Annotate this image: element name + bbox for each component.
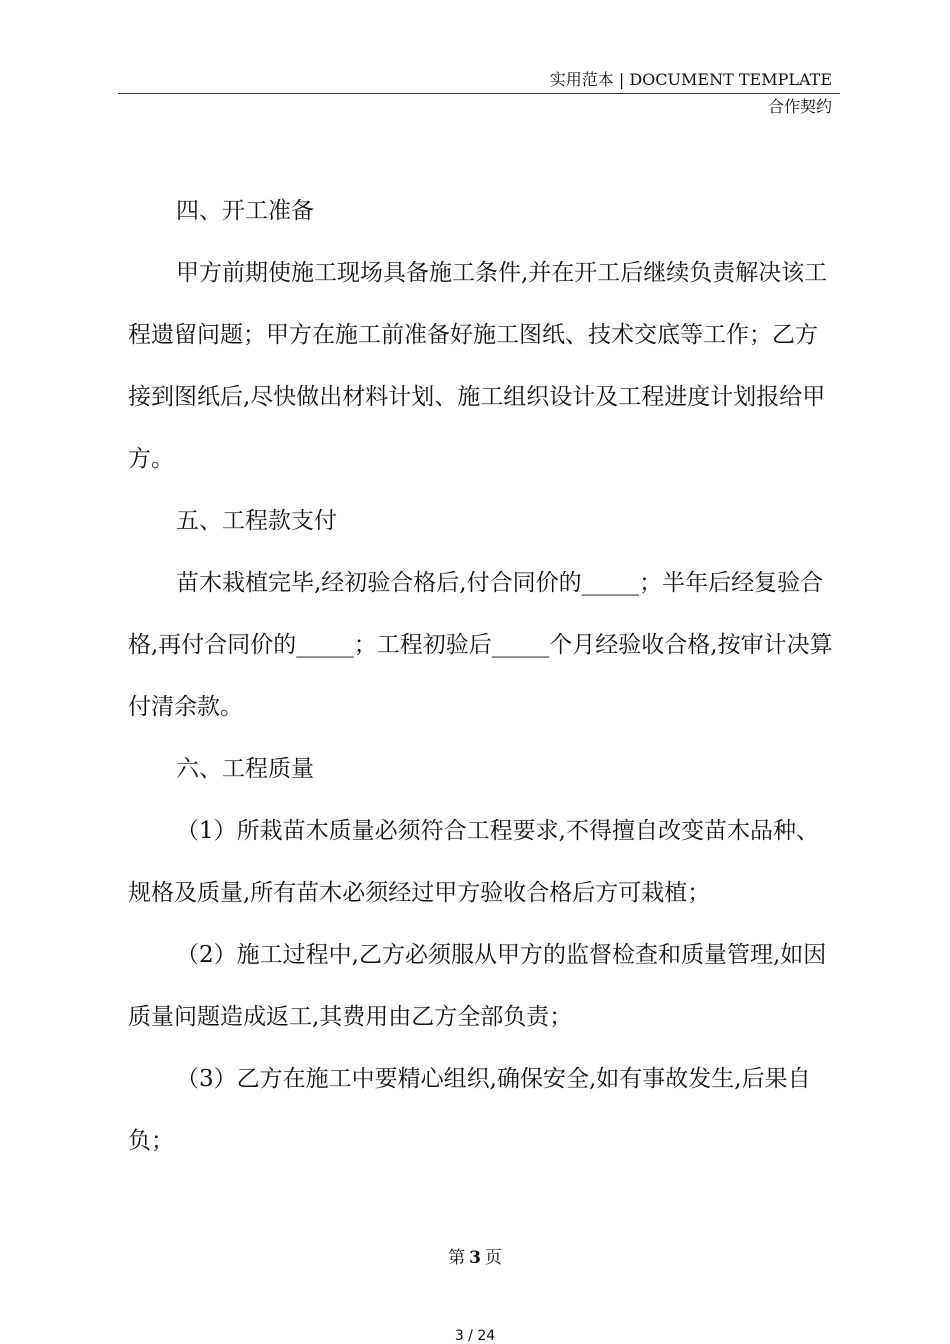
page-footer-suffix: 页 [484,1248,502,1268]
paragraph-quality-1: （1）所栽苗木质量必须符合工程要求,不得擅自改变苗木品种、规格及质量,所有苗木必须经过甲方验收合格后方可栽植； [128,818,819,906]
header-divider [118,93,840,94]
document-body [128,180,840,1172]
page-counter: 3 / 24 [454,1328,496,1344]
section-heading-6: 六、工程质量 [176,756,314,782]
paragraph-work-preparation: 甲方前期使施工现场具备施工条件,并在开工后继续负责解决该工程遗留问题；甲方在施工前准备好施工图纸、技术交底等工作；乙方接到图纸后,尽快做出材料计划、施工组织设计及工程进度计划报给甲方。 [128,260,828,472]
paragraph-quality-2: （2）施工过程中,乙方必须服从甲方的监督检查和质量管理,如因质量问题造成返工,其费用由乙方全部负责； [128,942,827,1030]
section-heading-5: 五、工程款支付 [176,508,337,534]
page-footer [0,1247,950,1269]
paragraph-quality-3: （3）乙方在施工中要精心组织,确保安全,如有事故发生,后果自负； [128,1066,811,1154]
page-footer-prefix: 第 [448,1248,466,1268]
page-number: 3 [469,1248,481,1268]
paragraph-payment: 苗木栽植完毕,经初验合格后,付合同价的_____；半年后经复验合格,再付合同价的_____；工程初验后_____个月经验收合格,按审计决算付清余款。 [128,570,833,720]
header-title: 实用范本 | DOCUMENT TEMPLATE [549,70,832,89]
header-subtitle: 合作契约 [767,97,832,116]
section-heading-4: 四、开工准备 [176,198,314,224]
